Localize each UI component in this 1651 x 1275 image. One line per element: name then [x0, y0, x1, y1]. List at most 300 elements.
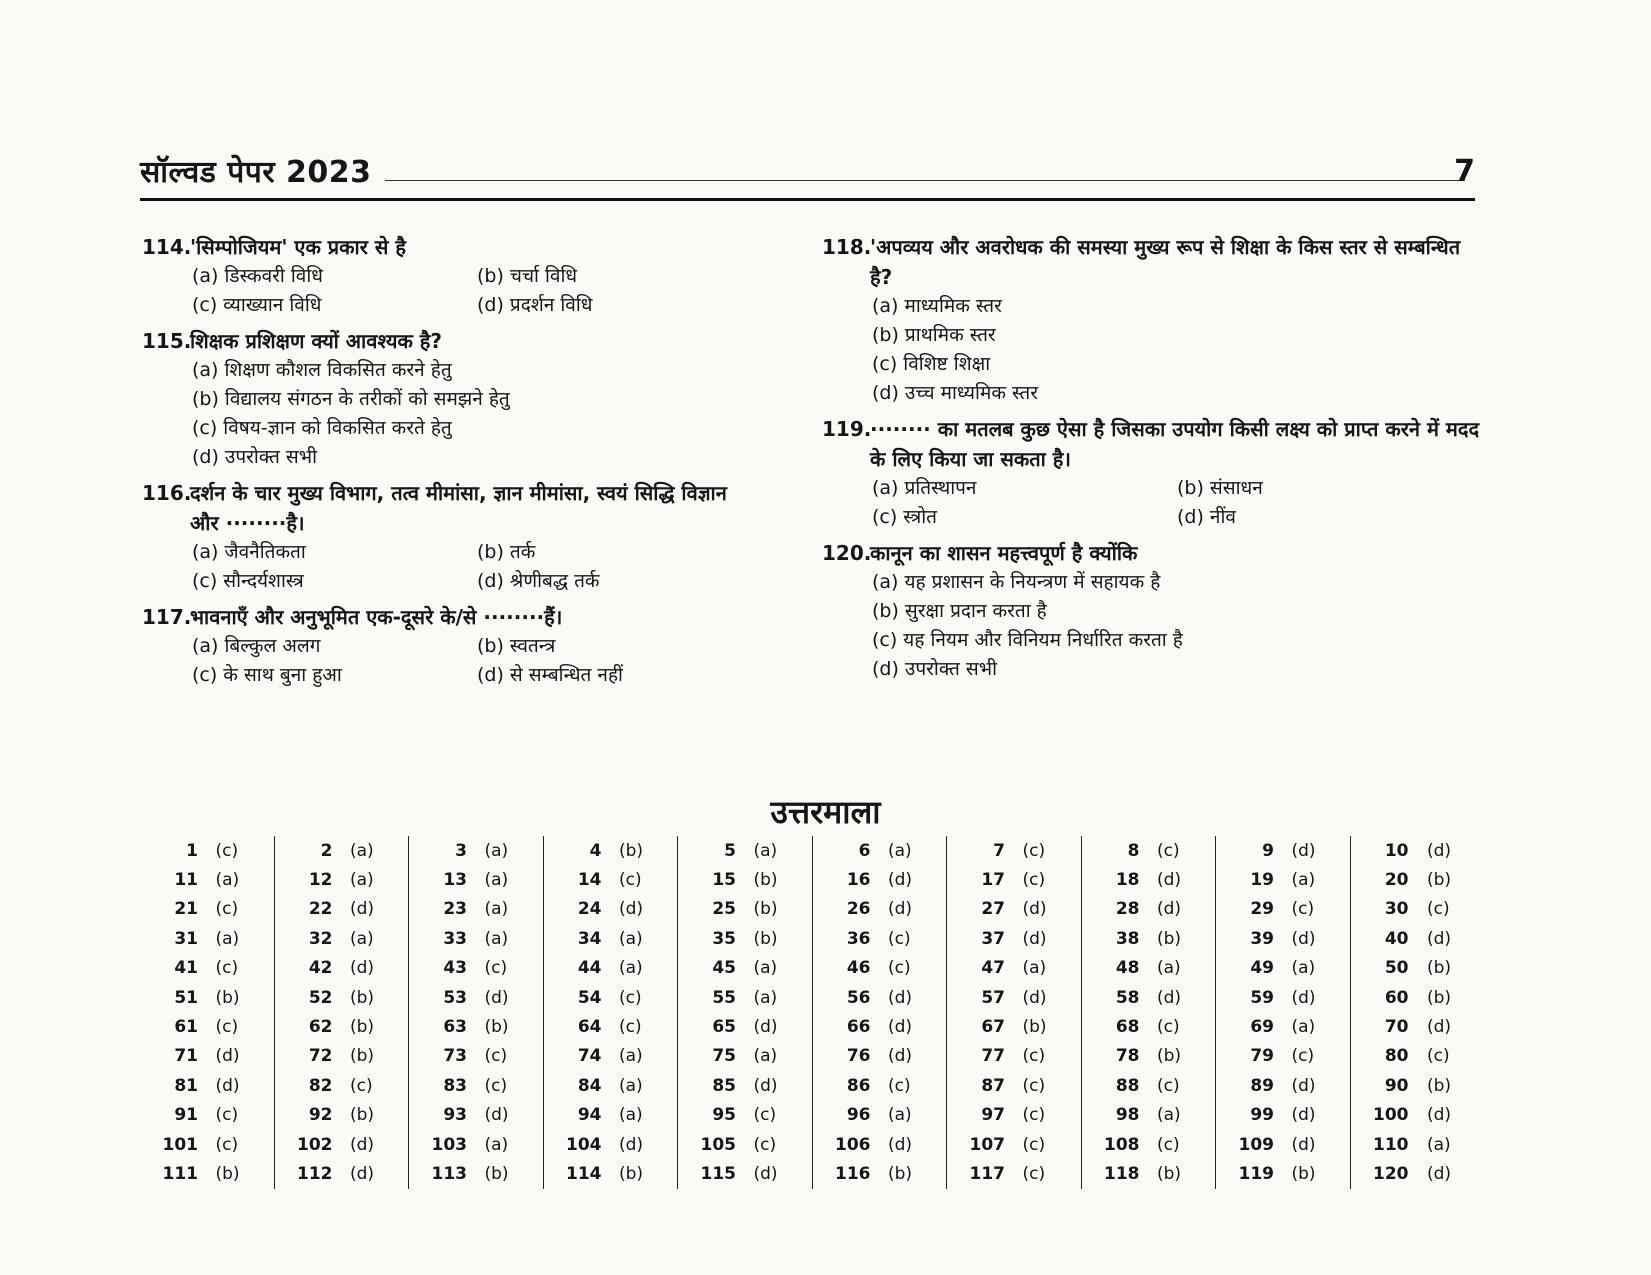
option-item: (a) शिक्षण कौशल विकसित करने हेतु — [192, 359, 452, 381]
answer-option: (d) — [1291, 840, 1316, 861]
answer-question-number: 10 — [1384, 840, 1409, 861]
answer-row — [281, 865, 403, 894]
answer-question-number: 60 — [1384, 987, 1409, 1008]
answer-option: (d) — [888, 987, 913, 1008]
answer-question-number: 92 — [308, 1105, 333, 1126]
answer-question-number: 31 — [174, 928, 198, 949]
answer-option: (b) — [484, 1163, 509, 1184]
answer-option: (d) — [484, 1105, 509, 1126]
answer-question-number: 22 — [308, 899, 333, 920]
answer-row — [953, 1012, 1075, 1041]
answer-option: (b) — [1157, 1046, 1182, 1067]
option-item: (a) माध्यमिक स्तर — [872, 295, 1002, 317]
answer-option: (c) — [484, 1075, 508, 1096]
answer-row — [953, 924, 1075, 953]
answer-row — [415, 924, 537, 953]
answer-row — [953, 895, 1075, 924]
answer-question-number: 58 — [1115, 987, 1140, 1008]
option-item: (d) उच्च माध्यमिक स्तर — [872, 382, 1038, 404]
answer-question-number: 12 — [308, 870, 333, 891]
answer-question-number: 114 — [566, 1163, 602, 1184]
header-rule — [140, 198, 1475, 201]
answer-row — [281, 895, 403, 924]
answer-question-number: 9 — [1262, 840, 1274, 861]
answer-question-number: 45 — [712, 958, 736, 979]
question-line — [822, 414, 1482, 474]
answer-question-number: 111 — [162, 1163, 198, 1184]
answer-option: (c) — [1022, 1105, 1046, 1126]
answer-question-number: 97 — [981, 1105, 1005, 1126]
answer-question-number: 49 — [1250, 958, 1274, 979]
answer-row — [1357, 1042, 1480, 1071]
answer-option: (c) — [1157, 1017, 1180, 1038]
answer-row — [1088, 895, 1210, 924]
answer-row — [684, 954, 806, 983]
answer-question-number: 33 — [443, 928, 467, 949]
answer-row — [281, 1012, 403, 1041]
answer-row — [1357, 1071, 1480, 1100]
answer-option: (d) — [350, 1163, 375, 1184]
answer-column — [1082, 836, 1217, 1189]
answer-question-number: 5 — [724, 840, 736, 861]
answer-row — [281, 836, 403, 865]
answer-question-number: 101 — [162, 1134, 198, 1155]
answer-option: (b) — [484, 1017, 509, 1038]
answer-column — [813, 836, 948, 1189]
option-item: (a) प्रतिस्थापन — [872, 477, 977, 499]
answer-row — [415, 983, 537, 1012]
answer-option: (d) — [1022, 899, 1047, 920]
answer-row — [953, 865, 1075, 894]
option-item: (b) सुरक्षा प्रदान करता है — [872, 600, 1047, 622]
answer-option: (c) — [215, 958, 239, 979]
answer-row — [146, 1071, 268, 1100]
answer-question-number: 75 — [712, 1046, 736, 1067]
answer-option: (d) — [888, 1046, 913, 1067]
option-item: (d) नींव — [1177, 506, 1236, 528]
answer-question-number: 67 — [981, 1017, 1005, 1038]
option-item: (b) संसाधन — [1177, 477, 1263, 499]
answer-question-number: 73 — [443, 1046, 467, 1067]
answer-row — [415, 836, 537, 865]
answer-row — [281, 1130, 403, 1159]
answer-question-number: 59 — [1250, 987, 1274, 1008]
answer-option: (d) — [1291, 1075, 1316, 1096]
question-line — [142, 478, 762, 538]
answer-option: (b) — [1427, 987, 1452, 1008]
answer-row — [953, 1130, 1075, 1159]
option-item: (d) उपरोक्त सभी — [192, 446, 317, 468]
answer-row — [1088, 1101, 1210, 1130]
question-number: 117. — [142, 605, 192, 629]
answer-option: (c) — [888, 928, 911, 949]
answer-option: (d) — [1291, 987, 1316, 1008]
answer-row — [1088, 1012, 1210, 1041]
option-item: (b) चर्चा विधि — [477, 265, 578, 287]
answer-row — [146, 895, 268, 924]
answer-row — [146, 1101, 268, 1130]
question-line — [142, 602, 762, 632]
answer-question-number: 85 — [712, 1075, 736, 1096]
option-item: (b) प्राथमिक स्तर — [872, 324, 996, 346]
answer-option: (a) — [484, 870, 509, 891]
answer-question-number: 11 — [174, 870, 198, 891]
question-number: 114. — [142, 235, 192, 259]
answer-question-number: 95 — [712, 1105, 736, 1126]
answer-row — [1222, 924, 1344, 953]
answer-question-number: 102 — [297, 1134, 333, 1155]
answer-question-number: 68 — [1115, 1017, 1140, 1038]
answer-row — [819, 1042, 941, 1071]
answer-question-number: 50 — [1384, 958, 1409, 979]
answer-row — [819, 1071, 941, 1100]
answer-option: (a) — [1291, 958, 1316, 979]
answer-option: (c) — [1022, 1134, 1046, 1155]
answer-option: (a) — [484, 928, 509, 949]
option-item: (d) से सम्बन्धित नहीं — [477, 664, 623, 686]
answer-row — [684, 865, 806, 894]
answer-question-number: 30 — [1384, 899, 1409, 920]
answer-question-number: 63 — [443, 1017, 467, 1038]
answer-row — [1088, 954, 1210, 983]
answer-option: (b) — [215, 987, 240, 1008]
answer-option: (b) — [350, 1105, 375, 1126]
page-header — [140, 150, 1475, 204]
answer-option: (a) — [619, 1105, 643, 1126]
answer-option: (c) — [619, 1017, 642, 1038]
answer-option: (b) — [1427, 870, 1452, 891]
answer-question-number: 96 — [846, 1105, 871, 1126]
answer-question-number: 83 — [443, 1075, 467, 1096]
answer-question-number: 55 — [712, 987, 736, 1008]
answer-question-number: 20 — [1384, 870, 1409, 891]
answer-row — [1357, 1012, 1480, 1041]
answer-question-number: 80 — [1384, 1046, 1409, 1067]
answer-row — [819, 1101, 941, 1130]
answer-row — [281, 1101, 403, 1130]
answer-row — [1222, 1012, 1344, 1041]
options-list — [192, 632, 762, 690]
answer-option: (d) — [753, 1075, 778, 1096]
answer-row — [953, 983, 1075, 1012]
answer-option: (b) — [753, 870, 778, 891]
question-line — [142, 232, 762, 262]
answer-option: (c) — [1022, 1075, 1046, 1096]
answer-row — [415, 1042, 537, 1071]
answer-question-number: 36 — [846, 928, 871, 949]
answer-option: (c) — [1022, 870, 1046, 891]
answer-option: (d) — [215, 1046, 240, 1067]
question-block — [822, 414, 1482, 532]
answer-option: (c) — [1157, 1075, 1180, 1096]
answer-question-number: 16 — [846, 870, 871, 891]
answer-option: (c) — [215, 1017, 239, 1038]
answer-question-number: 8 — [1127, 840, 1140, 861]
answer-column — [947, 836, 1082, 1189]
answer-option: (c) — [484, 1046, 508, 1067]
answer-question-number: 13 — [443, 870, 467, 891]
answer-row — [819, 1159, 941, 1188]
answer-option: (c) — [1157, 1134, 1180, 1155]
answer-question-number: 113 — [431, 1163, 467, 1184]
answer-column — [678, 836, 813, 1189]
answer-question-number: 90 — [1384, 1075, 1409, 1096]
answer-row — [1357, 1101, 1480, 1130]
answer-row — [819, 1130, 941, 1159]
answer-option: (d) — [215, 1075, 240, 1096]
answer-row — [953, 1071, 1075, 1100]
answer-row — [550, 1101, 672, 1130]
answer-row — [281, 954, 403, 983]
answer-option: (a) — [753, 1046, 778, 1067]
answer-question-number: 84 — [577, 1075, 602, 1096]
answer-option: (d) — [1427, 1163, 1452, 1184]
answer-row — [1222, 1101, 1344, 1130]
answer-question-number: 82 — [308, 1075, 333, 1096]
answer-question-number: 34 — [577, 928, 602, 949]
answer-question-number: 77 — [981, 1046, 1005, 1067]
option-item: (b) तर्क — [477, 541, 536, 563]
answer-question-number: 18 — [1115, 870, 1140, 891]
answer-row — [953, 1101, 1075, 1130]
answer-row — [1357, 1130, 1480, 1159]
option-item: (b) स्वतन्त्र — [477, 635, 556, 657]
options-list — [192, 262, 762, 320]
answer-option: (d) — [1291, 1105, 1316, 1126]
answer-option: (c) — [215, 840, 239, 861]
answer-question-number: 86 — [846, 1075, 871, 1096]
answer-question-number: 103 — [431, 1134, 467, 1155]
question-text: ········ का मतलब कुछ ऐसा है जिसका उपयोग किसी लक्ष्य को प्राप्त करने में मदद के लिए किया जा सकता है। — [870, 417, 1480, 471]
answer-option: (a) — [1427, 1134, 1451, 1155]
answer-option: (d) — [1157, 870, 1182, 891]
options-list — [192, 538, 762, 596]
answer-question-number: 54 — [577, 987, 602, 1008]
answer-question-number: 44 — [577, 958, 602, 979]
answer-option: (a) — [619, 958, 643, 979]
question-text: दर्शन के चार मुख्य विभाग, तत्व मीमांसा, ज्ञान मीमांसा, स्वयं सिद्धि विज्ञान और ········है। — [190, 481, 727, 535]
option-item: (c) व्याख्यान विधि — [192, 294, 322, 316]
answer-question-number: 2 — [320, 840, 333, 861]
answer-row — [953, 836, 1075, 865]
answer-option: (b) — [350, 1017, 375, 1038]
answer-question-number: 38 — [1115, 928, 1140, 949]
answer-row — [1222, 865, 1344, 894]
question-number: 120. — [822, 541, 872, 565]
answer-question-number: 65 — [712, 1017, 736, 1038]
answer-question-number: 43 — [443, 958, 467, 979]
answer-question-number: 48 — [1115, 958, 1140, 979]
answer-option: (b) — [1157, 928, 1182, 949]
answer-option: (c) — [1022, 840, 1046, 861]
answer-row — [684, 1012, 806, 1041]
answer-question-number: 62 — [308, 1017, 333, 1038]
option-item: (d) श्रेणीबद्ध तर्क — [477, 570, 600, 592]
answer-option: (b) — [888, 1163, 913, 1184]
question-text: 'सिम्पोजियम' एक प्रकार से है — [190, 235, 406, 259]
answer-question-number: 47 — [981, 958, 1005, 979]
answer-question-number: 27 — [981, 899, 1005, 920]
answer-option: (a) — [619, 1075, 643, 1096]
answer-question-number: 93 — [443, 1105, 467, 1126]
answer-row — [1088, 1042, 1210, 1071]
answer-row — [1222, 836, 1344, 865]
option-item: (c) यह नियम और विनियम निर्धारित करता है — [872, 629, 1183, 651]
answer-question-number: 53 — [443, 987, 467, 1008]
answer-row — [146, 865, 268, 894]
answer-option: (d) — [1022, 928, 1047, 949]
answer-row — [415, 895, 537, 924]
question-block — [822, 232, 1482, 408]
answer-question-number: 29 — [1250, 899, 1274, 920]
answer-option: (c) — [619, 870, 642, 891]
answer-question-number: 120 — [1373, 1163, 1409, 1184]
answer-question-number: 74 — [577, 1046, 602, 1067]
answer-option: (a) — [1291, 1017, 1316, 1038]
answer-question-number: 6 — [858, 840, 871, 861]
answer-option: (a) — [350, 928, 374, 949]
answer-column — [1351, 836, 1486, 1189]
answer-option: (c) — [215, 1105, 239, 1126]
answer-question-number: 71 — [174, 1046, 198, 1067]
answer-question-number: 110 — [1373, 1134, 1409, 1155]
answer-row — [1357, 983, 1480, 1012]
answer-column — [544, 836, 679, 1189]
question-line — [142, 326, 762, 356]
answer-option: (c) — [1427, 899, 1450, 920]
answer-row — [1088, 836, 1210, 865]
answer-option: (a) — [888, 840, 912, 861]
answer-option: (c) — [619, 987, 642, 1008]
answer-row — [1088, 1159, 1210, 1188]
page-number: 7 — [1454, 154, 1475, 189]
answer-row — [684, 1042, 806, 1071]
answer-question-number: 7 — [993, 840, 1005, 861]
answer-key-grid — [140, 836, 1485, 1184]
answer-question-number: 4 — [589, 840, 602, 861]
answer-question-number: 118 — [1104, 1163, 1140, 1184]
answer-row — [1088, 924, 1210, 953]
answer-question-number: 25 — [712, 899, 736, 920]
answer-option: (c) — [484, 958, 508, 979]
answer-option: (d) — [753, 1017, 778, 1038]
answer-row — [684, 1071, 806, 1100]
answer-question-number: 14 — [577, 870, 602, 891]
answer-option: (d) — [619, 899, 644, 920]
options-list — [192, 356, 762, 472]
answer-option: (b) — [350, 987, 375, 1008]
answer-question-number: 78 — [1115, 1046, 1140, 1067]
answer-question-number: 107 — [969, 1134, 1005, 1155]
option-item: (c) विषय-ज्ञान को विकसित करते हेतु — [192, 417, 452, 439]
answer-row — [281, 924, 403, 953]
answer-option: (c) — [888, 958, 911, 979]
answer-question-number: 112 — [297, 1163, 333, 1184]
answer-row — [1357, 836, 1480, 865]
answer-row — [1088, 1130, 1210, 1159]
answer-option: (d) — [350, 1134, 375, 1155]
answer-question-number: 32 — [308, 928, 333, 949]
answer-row — [1222, 1071, 1344, 1100]
answer-row — [1088, 1071, 1210, 1100]
answer-question-number: 57 — [981, 987, 1005, 1008]
answer-option: (d) — [1157, 899, 1182, 920]
answer-option: (d) — [888, 899, 913, 920]
answer-option: (c) — [1022, 1163, 1046, 1184]
answer-question-number: 21 — [174, 899, 198, 920]
answer-option: (d) — [484, 987, 509, 1008]
answer-question-number: 28 — [1115, 899, 1140, 920]
answer-option: (a) — [484, 840, 509, 861]
answer-question-number: 72 — [308, 1046, 333, 1067]
answer-row — [1357, 954, 1480, 983]
answer-question-number: 115 — [700, 1163, 736, 1184]
question-block — [142, 232, 762, 320]
option-item: (a) बिल्कुल अलग — [192, 635, 321, 657]
answer-question-number: 119 — [1238, 1163, 1274, 1184]
answer-column — [140, 836, 275, 1189]
answer-row — [1357, 1159, 1480, 1188]
question-number: 115. — [142, 329, 192, 353]
answer-row — [550, 1012, 672, 1041]
answer-option: (d) — [1157, 987, 1182, 1008]
answer-option: (c) — [1291, 899, 1315, 920]
answer-option: (d) — [888, 1134, 913, 1155]
question-number: 116. — [142, 481, 192, 505]
answer-option: (c) — [215, 1134, 239, 1155]
questions-right-column — [822, 232, 1482, 690]
answer-question-number: 81 — [174, 1075, 198, 1096]
answer-row — [550, 1159, 672, 1188]
answer-option: (a) — [888, 1105, 912, 1126]
answer-option: (b) — [1022, 1017, 1047, 1038]
answer-column — [1216, 836, 1351, 1189]
answer-question-number: 109 — [1238, 1134, 1274, 1155]
answer-option: (d) — [350, 899, 375, 920]
answer-question-number: 37 — [981, 928, 1005, 949]
questions-left-column — [142, 232, 762, 696]
answer-row — [819, 895, 941, 924]
answer-question-number: 39 — [1250, 928, 1274, 949]
answer-option: (c) — [1157, 840, 1180, 861]
answer-option: (a) — [350, 840, 374, 861]
option-item: (a) डिस्कवरी विधि — [192, 265, 323, 287]
answer-row — [819, 865, 941, 894]
answer-option: (b) — [1427, 958, 1452, 979]
answer-row — [1222, 1159, 1344, 1188]
answer-option: (c) — [1427, 1046, 1450, 1067]
answer-row — [684, 1130, 806, 1159]
answer-question-number: 41 — [174, 958, 198, 979]
answer-row — [953, 1042, 1075, 1071]
answer-row — [684, 983, 806, 1012]
answer-row — [146, 1012, 268, 1041]
answer-question-number: 105 — [700, 1134, 736, 1155]
answer-question-number: 56 — [846, 987, 871, 1008]
answer-option: (d) — [1427, 1017, 1452, 1038]
answer-row — [146, 924, 268, 953]
answer-row — [550, 1042, 672, 1071]
answer-option: (d) — [350, 958, 375, 979]
answer-option: (a) — [753, 840, 778, 861]
answer-column — [409, 836, 544, 1189]
answer-option: (a) — [484, 1134, 509, 1155]
answer-question-number: 1 — [186, 840, 198, 861]
answer-row — [550, 924, 672, 953]
answer-row — [146, 836, 268, 865]
option-item: (c) के साथ बुना हुआ — [192, 664, 342, 686]
answer-question-number: 19 — [1250, 870, 1274, 891]
